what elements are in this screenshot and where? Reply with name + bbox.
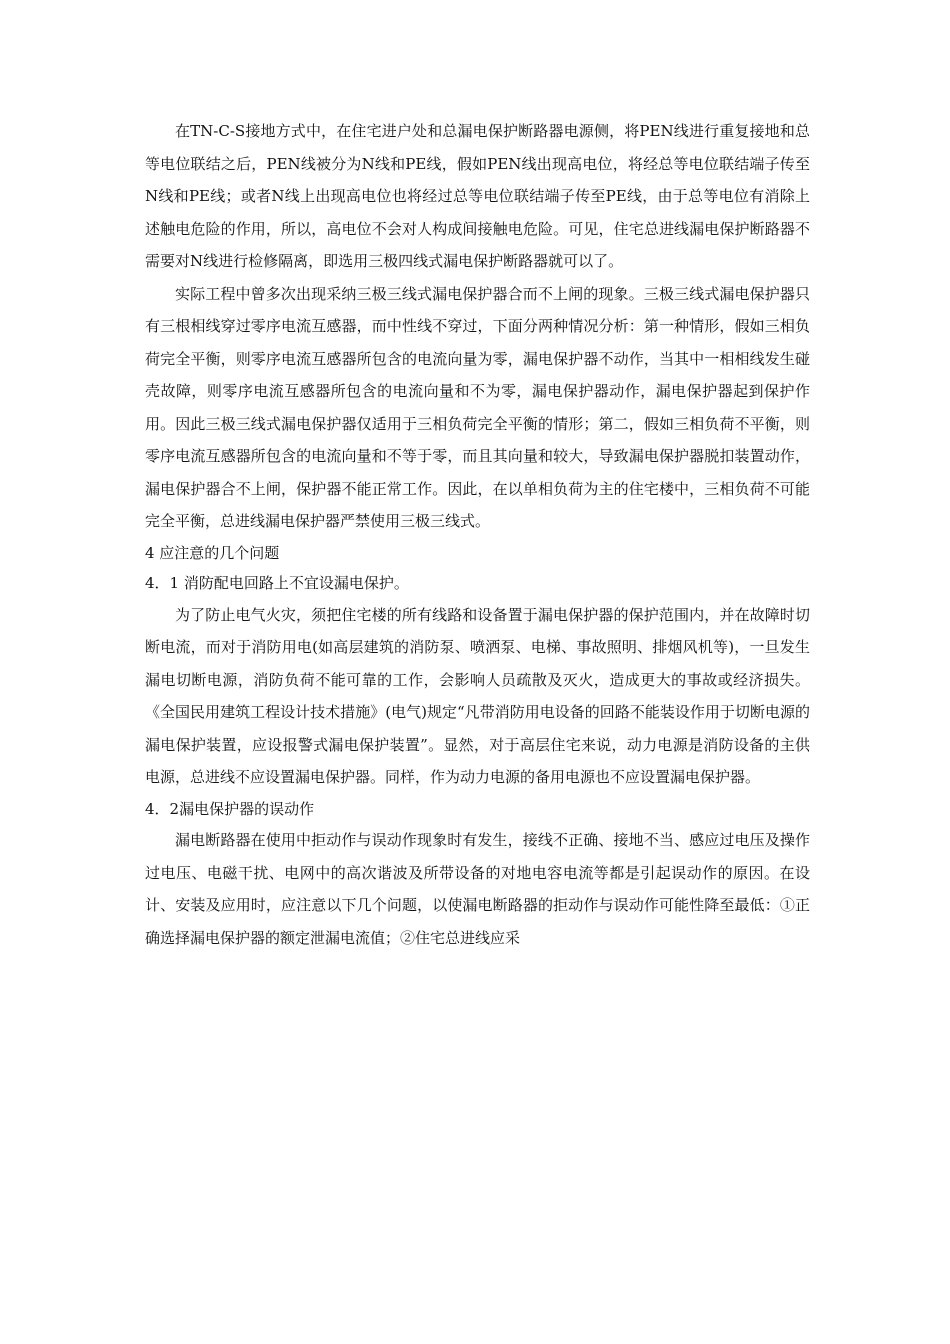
paragraph-three-pole: 实际工程中曾多次出现采纳三极三线式漏电保护器合而不上闸的现象。三极三线式漏电保护器只有三根相线穿过零序电流互感器，而中性线不穿过，下面分两种情况分析：第一种情形，假如三相负荷完全平衡，则零序电流互感器所包含的电流向量为零，漏电保护器不动作，当其中一相相线发生碰壳故障，则零序电流互感器所包含的电流向量和不为零，漏电保护器动作，漏电保护器起到保护作用。因此三极三线式漏电保护器仅适用于三相负荷完全平衡的情形；第二，假如三相负荷不平衡，则零序电流互感器所包含的电流向量和不等于零，而且其向量和较大，导致漏电保护器脱扣装置动作，漏电保护器合不上闸，保护器不能正常工作。因此，在以单相负荷为主的住宅楼中，三相负荷不可能完全平衡，总进线漏电保护器严禁使用三极三线式。 [145,284,810,530]
section-heading-4: 4 应注意的几个问题 [145,543,280,562]
paragraph-tn-c-s: 在TN-C-S接地方式中，在住宅进户处和总漏电保护断路器电源侧，将PEN线进行重复接地和总等电位联结之后，PEN线被分为N线和PE线，假如PEN线出现高电位，将经总等电位联结端子传至N线和PE线；或者N线上出现高电位也将经过总等电位联结端子传至PE线，由于总等电位有消除上述触电危险的作用，所以，高电位不会对人构成间接触电危险。可见，住宅总进线漏电保护断路器不需要对N线进行检修隔离，即选用三极四线式漏电保护断路器就可以了。 [145,122,810,270]
subsection-heading-4-1: 4．1 消防配电回路上不宜设漏电保护。 [145,574,409,592]
paragraph-fire-protection: 为了防止电气火灾，须把住宅楼的所有线路和设备置于漏电保护器的保护范围内，并在故障时切断电流，而对于消防用电(如高层建筑的消防泵、喷洒泵、电梯、事故照明、排烟风机等)，一旦发生漏电切断电源，消防负荷不能可靠的工作，会影响人员疏散及灭火，造成更大的事故或经济损失。《全国民用建筑工程设计技术措施》(电气)规定“凡带消防用电设备的回路不能装设作用于切断电源的漏电保护装置，应设报警式漏电保护装置”。显然，对于高层住宅来说，动力电源是消防设备的主供电源，总进线不应设置漏电保护器。同样，作为动力电源的备用电源也不应设置漏电保护器。 [145,605,810,786]
paragraph-malfunction: 漏电断路器在使用中拒动作与误动作现象时有发生，接线不正确、接地不当、感应过电压及操作过电压、电磁干扰、电网中的高次谐波及所带设备的对地电容电流等都是引起误动作的原因。在设计、安装及应用时，应注意以下几个问题，以使漏电断路器的拒动作与误动作可能性降至最低：①正确选择漏电保护器的额定泄漏电流值；②住宅总进线应采 [145,831,810,947]
subsection-heading-4-2: 4．2漏电保护器的误动作 [145,799,315,818]
document-body [145,115,810,954]
